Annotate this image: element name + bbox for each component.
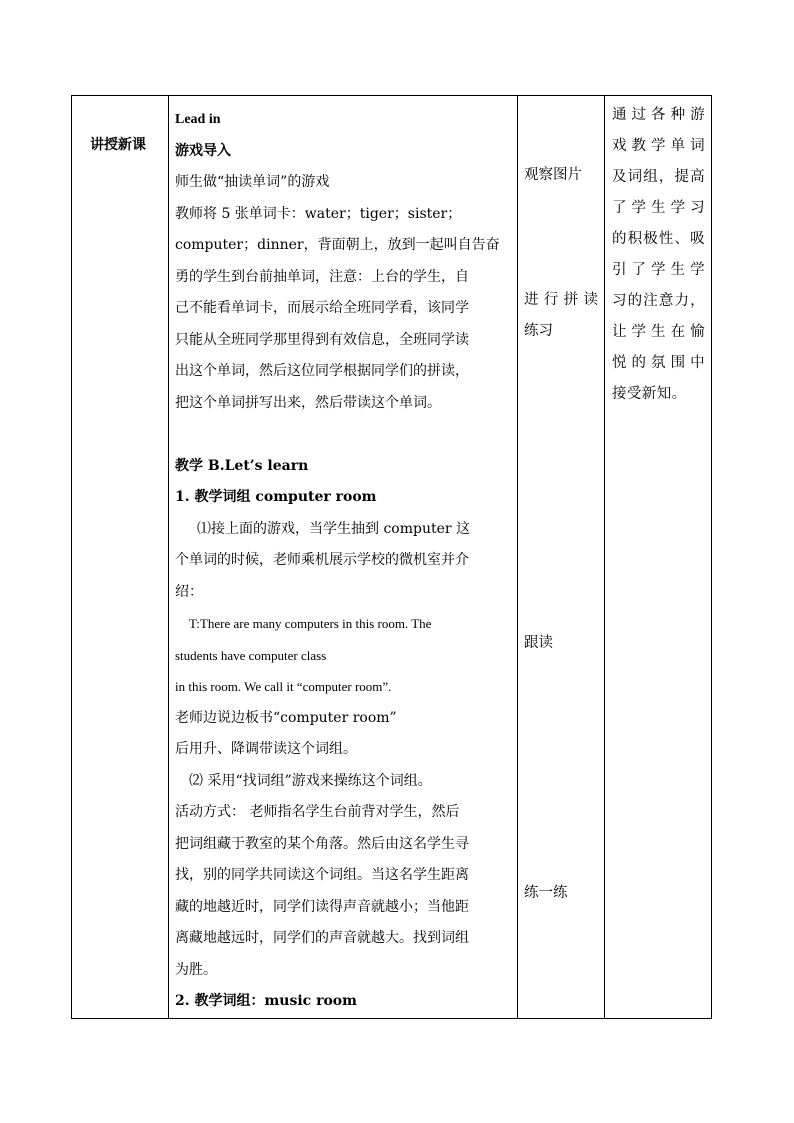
design-intent-line: 引了学生学 (612, 262, 705, 278)
dialogue-line: T:There are many computers in this room. The (189, 616, 432, 631)
content-line: 离藏地越远时，同学们的声音就越大。找到词组 (175, 930, 469, 946)
design-intent-line: 让学生在愉 (612, 324, 705, 340)
content-line: ⑵ 采用“找词组”游戏来操练这个词组。 (189, 772, 432, 789)
design-intent-line: 的积极性、吸 (612, 231, 705, 247)
content-line: 绍： (175, 583, 203, 600)
teaching-content-cell (169, 96, 518, 1019)
design-intent-cell (605, 96, 712, 1019)
section-label: 讲授新课 (90, 137, 146, 153)
activity-practice: 练一练 (524, 885, 568, 901)
activity-read: 跟读 (524, 635, 553, 651)
content-line: 师生做“抽读单词”的游戏 (175, 174, 330, 190)
activity-observe: 观察图片 (524, 167, 582, 183)
lesson-plan-table (71, 95, 712, 1019)
dialogue-line: in this room. We call it “computer room”. (175, 679, 392, 694)
content-line: 把这个单词拼写出来，然后带读这个单词。 (175, 394, 441, 411)
activity-spell-line1: 进行拼读 (524, 292, 598, 308)
content-line: 老师边说边板书“computer room” (175, 709, 397, 726)
content-line: computer；dinner，背面朝上，放到一起叫自告奋 (175, 237, 500, 253)
section-cell (72, 96, 169, 1019)
content-line: 己不能看单词卡，而展示给全班同学看，该同学 (175, 300, 469, 316)
lead-in-heading: Lead in (175, 112, 221, 127)
design-intent-line: 悦的氛围中 (612, 355, 705, 371)
design-intent-line: 戏教学单词 (612, 138, 705, 154)
activity-spell (524, 285, 598, 347)
item2-title: 2. 教学词组：music room (175, 993, 357, 1009)
content-line: ⑴接上面的游戏，当学生抽到 computer 这 (197, 520, 471, 537)
content-line: 勇的学生到台前抽单词，注意：上台的学生，自 (175, 268, 469, 285)
design-intent (605, 96, 711, 410)
activity-spell-line2: 练习 (524, 323, 553, 339)
content-line: 后用升、降调带读这个词组。 (175, 741, 357, 757)
student-activity-cell (518, 96, 605, 1019)
content-line: 为胜。 (175, 961, 217, 978)
design-intent-line: 习的注意力， (612, 293, 705, 309)
dialogue-line: students have computer class (175, 647, 327, 663)
design-intent-line: 了学生学习 (612, 200, 705, 216)
content-line: 教师将 5 张单词卡：water；tiger；sister； (175, 205, 462, 222)
content-line: 把词组藏于教室的某个角落。然后由这名学生寻 (175, 835, 469, 852)
content-line: 找，别的同学共同读这个词组。当这名学生距离 (175, 867, 469, 883)
design-intent-line: 通过各种游 (612, 107, 705, 123)
item1-title: 1. 教学词组 computer room (175, 489, 377, 505)
design-intent-line: 及词组，提高 (612, 169, 705, 185)
content-line: 只能从全班同学那里得到有效信息，全班同学读 (175, 331, 469, 348)
game-intro-heading: 游戏导入 (175, 142, 231, 159)
content-line: 活动方式： 老师指名学生台前背对学生，然后 (175, 804, 460, 820)
table-row (72, 96, 712, 1019)
design-intent-line: 接受新知。 (612, 386, 687, 402)
content-line: 藏的地越近时，同学们读得声音就越小；当他距 (175, 898, 469, 915)
content-line: 出这个单词，然后这位同学根据同学们的拼读， (175, 363, 469, 379)
lets-learn-heading: 教学 B.Let’s learn (175, 457, 309, 474)
content-line: 个单词的时候，老师乘机展示学校的微机室并介 (175, 552, 469, 568)
